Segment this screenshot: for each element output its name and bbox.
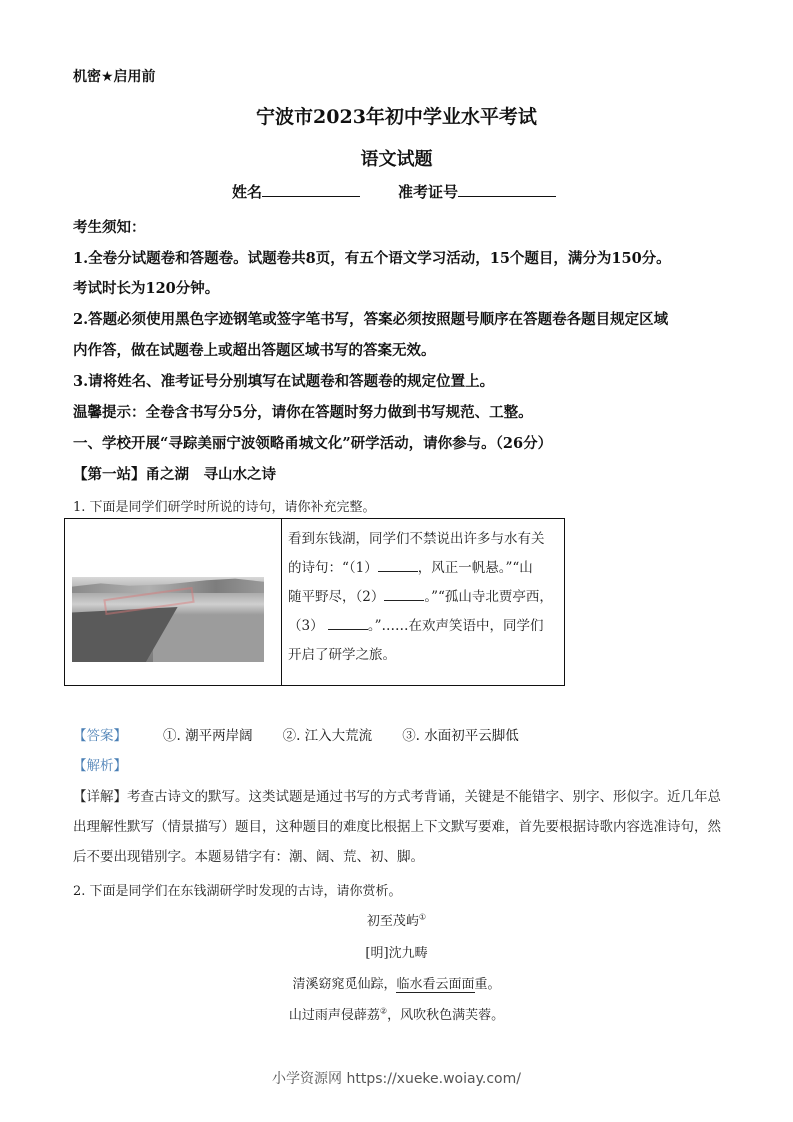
- answer-row: [73, 724, 519, 744]
- water-shape: [153, 615, 264, 662]
- poem-author: [明]沈九畴: [365, 946, 428, 961]
- confidential-label: 机密★启用前: [73, 69, 156, 85]
- exam-id-blank[interactable]: [458, 182, 556, 197]
- poem-line: 清溪窈窕觅仙踪，临水看云面面重。: [292, 977, 501, 992]
- name-blank[interactable]: [262, 182, 360, 197]
- blank-1[interactable]: [378, 558, 418, 572]
- text-line: （3） 。”……在欢声笑语中，同学们: [288, 618, 544, 634]
- lake-photo: [72, 577, 264, 662]
- footnote-marker: ②: [379, 1006, 388, 1016]
- text-line: 的诗句：“（1） ，风正一帆悬。”“山: [288, 560, 533, 576]
- subject-title: 语文试题: [360, 149, 433, 170]
- notice-item: 考试时长为120分钟。: [73, 280, 220, 297]
- answer-tag: 【答案】: [73, 728, 127, 744]
- text-line: 开启了研学之旅。: [288, 647, 396, 663]
- exam-id-label: 准考证号: [398, 183, 459, 201]
- text-line: 看到东钱湖，同学们不禁说出许多与水有关: [288, 531, 545, 547]
- notice-heading: 考生须知：: [73, 219, 146, 236]
- notice-item: 3.请将姓名、准考证号分别填写在试题卷和答题卷的规定位置上。: [73, 373, 495, 390]
- exam-id-field[interactable]: [398, 181, 556, 202]
- notice-item: 1.全卷分试题卷和答题卷。试题卷共8页，有五个语文学习活动，15个题目，满分为150分。: [73, 250, 671, 267]
- notice-item: 2.答题必须使用黑色字迹钢笔或签字笔书写，答案必须按照题号顺序在答题卷各题目规定区域: [73, 311, 669, 328]
- analysis-tag: 【解析】: [73, 758, 127, 774]
- name-field[interactable]: [232, 181, 360, 202]
- question-1-prompt: 1. 下面是同学们研学时所说的诗句，请你补充完整。: [73, 500, 376, 515]
- blank-2[interactable]: [384, 587, 424, 601]
- notice-tip: 温馨提示：全卷含书写分5分，请你在答题时努力做到书写规范、工整。: [73, 404, 533, 421]
- station-heading: 【第一站】甬之湖 寻山水之诗: [73, 466, 276, 483]
- answer-item: ①. 潮平两岸阔: [163, 728, 253, 744]
- poem-title: 初至茂屿①: [366, 912, 427, 929]
- answer-item: ②. 江入大荒流: [282, 728, 373, 744]
- photo-cell: [65, 519, 282, 685]
- poem-line: 山过雨声侵薜荔②，风吹秋色满芙蓉。: [288, 1006, 505, 1023]
- question-1-table: [64, 518, 565, 686]
- candidate-info-row: [232, 181, 556, 202]
- text-line: 随平野尽，（2） 。”“孤山寺北贾亭西，: [288, 589, 553, 605]
- underlined-phrase: 临水看云面面: [396, 977, 475, 992]
- blank-3[interactable]: [328, 616, 368, 630]
- section-heading: 一、学校开展“寻踪美丽宁波领略甬城文化”研学活动，请你参与。（26分）: [73, 435, 553, 452]
- question-1-text: [282, 519, 564, 685]
- question-2-prompt: 2. 下面是同学们在东钱湖研学时发现的古诗，请你赏析。: [73, 884, 402, 899]
- footnote-marker: ①: [418, 912, 427, 922]
- name-label: 姓名: [232, 183, 263, 201]
- notice-item: 内作答，做在试题卷上或超出答题区域书写的答案无效。: [73, 342, 436, 359]
- analysis-detail: 【详解】考查古诗文的默写。这类试题是通过书写的方式考背诵，关键是不能错字、别字、形似字。近几年总出理解性默写（情景描写）题目，这种题目的难度比根据上下文默写要难，首先要根据诗歌内容选准诗句，然后不要出现错别字。本题易错字有：潮、阔、荒、初、脚。: [73, 789, 721, 865]
- answer-item: ③. 水面初平云脚低: [402, 728, 519, 744]
- exam-title: 宁波市2023年初中学业水平考试: [256, 106, 537, 128]
- footer-watermark: 小学资源网 https://xueke.woiay.com/: [272, 1071, 521, 1087]
